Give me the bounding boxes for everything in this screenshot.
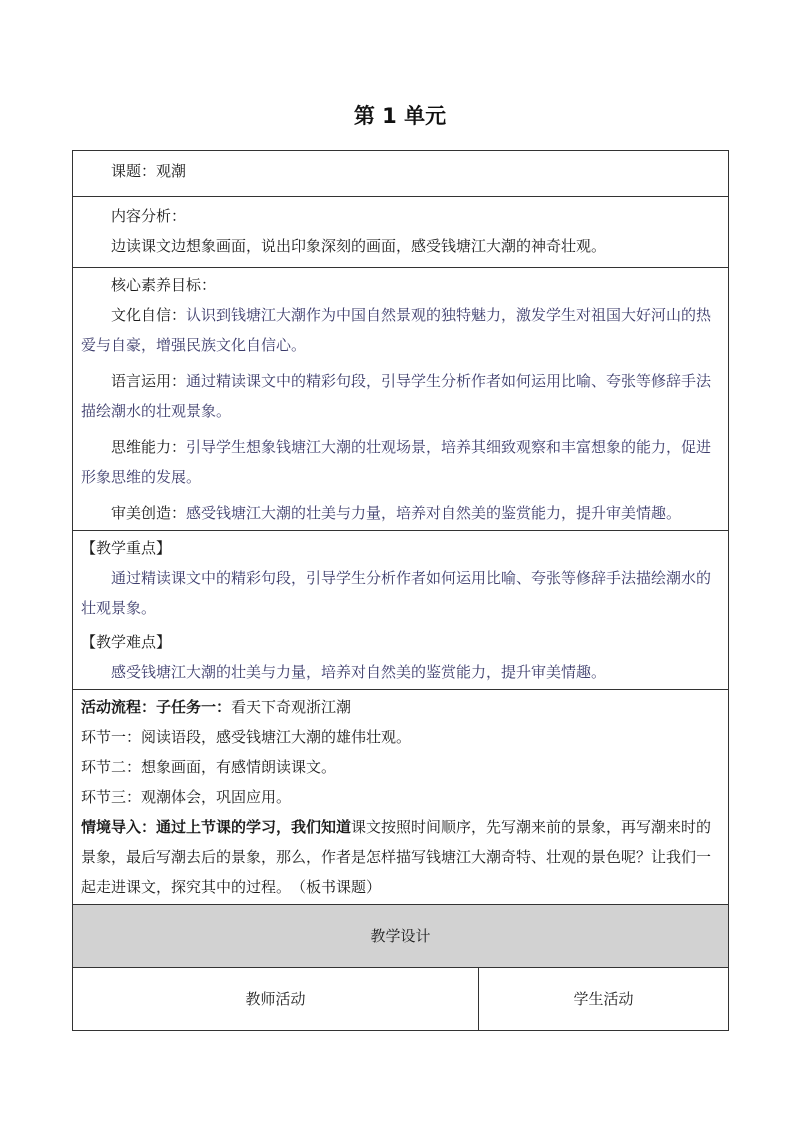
teacher-activity-label: 教师活动 [245,990,306,1008]
topic-cell [73,151,729,197]
difficult-points-label: 【教学难点】 [81,633,172,651]
core-goals-cell [73,268,729,531]
core-goals-label: 核心素养目标： [111,276,217,294]
key-points-row [73,531,729,690]
goal-thinking [81,432,720,492]
intro-text: 课文按照时间顺序，先写潮来前的景象，再写潮来时的景象，最后写潮去后的景象，那么，作者是怎样描写钱塘江大潮奇特、壮观的景色呢？让我们一起走进课文，探究其中的过程。 （板书课题） [81,818,712,896]
intro-paragraph [81,812,720,902]
activity-label: 活动流程：子任务一： [81,698,232,716]
activity-step: 环节二：想象画面，有感情朗读课文。 [81,758,337,776]
difficult-points-text: 感受钱塘江大潮的壮美与力量，培养对自然美的鉴赏能力，提升审美情趣。 [111,663,607,681]
activity-title: 看天下奇观浙江潮 [231,698,352,716]
content-analysis-cell [73,197,729,268]
goal-head: 语言运用： [111,372,187,390]
activity-step: 环节一：阅读语段，感受钱塘江大潮的雄伟壮观。 [81,728,412,746]
goal-text: 通过精读课文中的精彩句段，引导学生分析作者如何运用比喻、夸张等修辞手法描绘潮水的壮观景象。 [81,372,712,420]
activity-line [81,692,720,722]
topic-label: 课题： [111,162,157,180]
student-column-header [479,968,729,1031]
content-analysis-text: 边读课文边想象画面，说出印象深刻的画面，感受钱塘江大潮的神奇壮观。 [111,237,607,255]
topic-line [81,156,720,186]
activity-row [73,690,729,905]
topic-row [73,151,729,197]
page-title: 第 1 单元 [353,104,447,128]
design-header-cell [73,905,729,968]
core-goals-row [73,268,729,531]
goal-text: 感受钱塘江大潮的壮美与力量，培养对自然美的鉴赏能力，提升审美情趣。 [186,504,682,522]
key-points-text: 通过精读课文中的精彩句段，引导学生分析作者如何运用比喻、夸张等修辞手法描绘潮水的壮观景象。 [81,569,712,617]
content-analysis-row [73,197,729,268]
goal-language [81,366,720,426]
student-activity-label: 学生活动 [573,990,634,1008]
intro-label: 情境导入：通过上节课的学习，我们知道 [81,818,352,836]
goal-aesthetic [81,498,720,528]
activity-cell [73,690,729,905]
goal-text: 认识到钱塘江大潮作为中国自然景观的独特魅力，激发学生对祖国大好河山的热爱与自豪，增强民族文化自信心。 [81,306,712,354]
design-header: 教学设计 [370,927,431,945]
goal-head: 审美创造： [111,504,187,522]
goal-cultural [81,300,720,360]
teacher-column-header [73,968,479,1031]
design-header-row [73,905,729,968]
goal-head: 思维能力： [111,438,187,456]
key-points-cell [73,531,729,690]
columns-row [73,968,729,1031]
lesson-plan-table [72,150,729,1031]
key-points-label: 【教学重点】 [81,539,172,557]
goal-text: 引导学生想象钱塘江大潮的壮观场景，培养其细致观察和丰富想象的能力，促进形象思维的发展。 [81,438,712,486]
goal-head: 文化自信： [111,306,187,324]
content-analysis-label: 内容分析： [111,207,187,225]
activity-step: 环节三：观潮体会，巩固应用。 [81,788,292,806]
topic-value: 观潮 [156,162,187,180]
